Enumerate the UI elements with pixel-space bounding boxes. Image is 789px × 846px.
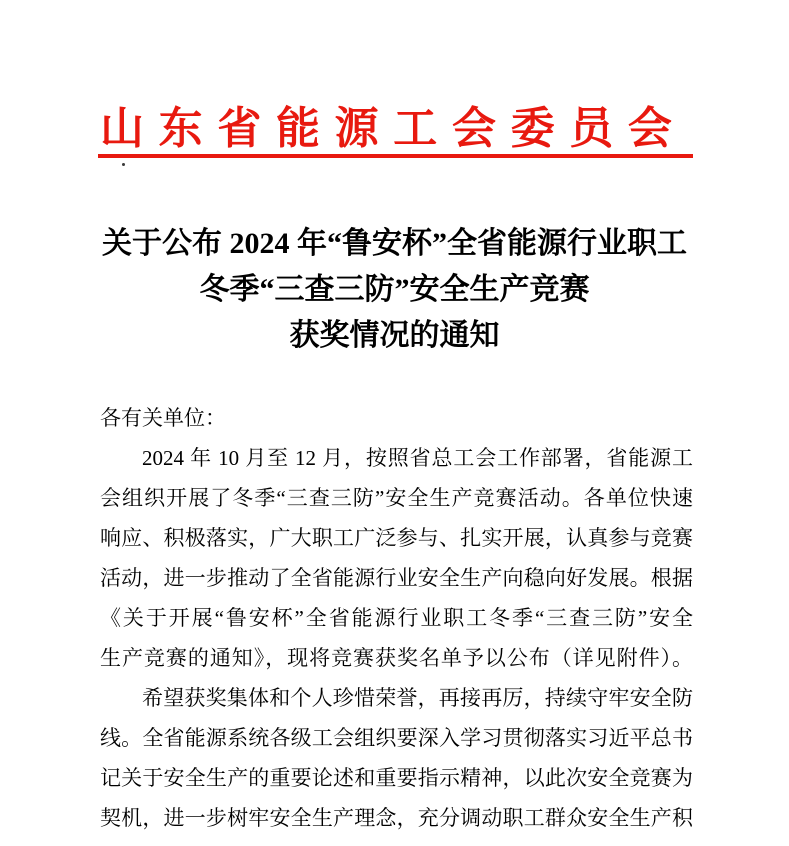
paragraph-2-line: 希望获奖集体和个人珍惜荣誉，再接再厉，持续守牢安全防 bbox=[142, 686, 693, 710]
salutation: 各有关单位： bbox=[100, 406, 226, 430]
paragraph-1-line: 2024 年 10 月至 12 月，按照省总工会工作部署，省能源工 bbox=[142, 446, 693, 470]
paragraph-2-line: 契机，进一步树牢安全生产理念，充分调动职工群众安全生产积 bbox=[100, 806, 693, 830]
paragraph-2-line: 记关于安全生产的重要论述和重要指示精神，以此次安全竞赛为 bbox=[100, 766, 693, 790]
paragraph-2-line: 线。全省能源系统各级工会组织要深入学习贯彻落实习近平总书 bbox=[100, 726, 693, 750]
document-body bbox=[100, 398, 693, 838]
paragraph-1-line: 活动，进一步推动了全省能源行业安全生产向稳向好发展。根据 bbox=[100, 566, 693, 590]
paragraph-1-line: 响应、积极落实，广大职工广泛参与、扎实开展，认真参与竞赛 bbox=[100, 526, 693, 550]
paragraph-1-line: 生产竞赛的通知》，现将竞赛获奖名单予以公布（详见附件）。 bbox=[100, 646, 693, 670]
document-title-line-3: 获奖情况的通知 bbox=[289, 319, 500, 352]
document-title-line-1: 关于公布 2024 年“鲁安杯”全省能源行业职工 bbox=[102, 227, 687, 260]
masthead-rule bbox=[98, 154, 693, 158]
document-title bbox=[0, 221, 789, 359]
scan-ink-speck bbox=[122, 163, 125, 166]
paragraph-1-line: 《关于开展“鲁安杯”全省能源行业职工冬季“三查三防”安全 bbox=[100, 606, 693, 630]
paragraph-1-line: 会组织开展了冬季“三查三防”安全生产竞赛活动。各单位快速 bbox=[100, 486, 693, 510]
document-title-line-2: 冬季“三查三防”安全生产竞赛 bbox=[199, 273, 590, 306]
org-masthead-title: 山 东 省 能 源 工 会 委 员 会 bbox=[100, 104, 672, 153]
